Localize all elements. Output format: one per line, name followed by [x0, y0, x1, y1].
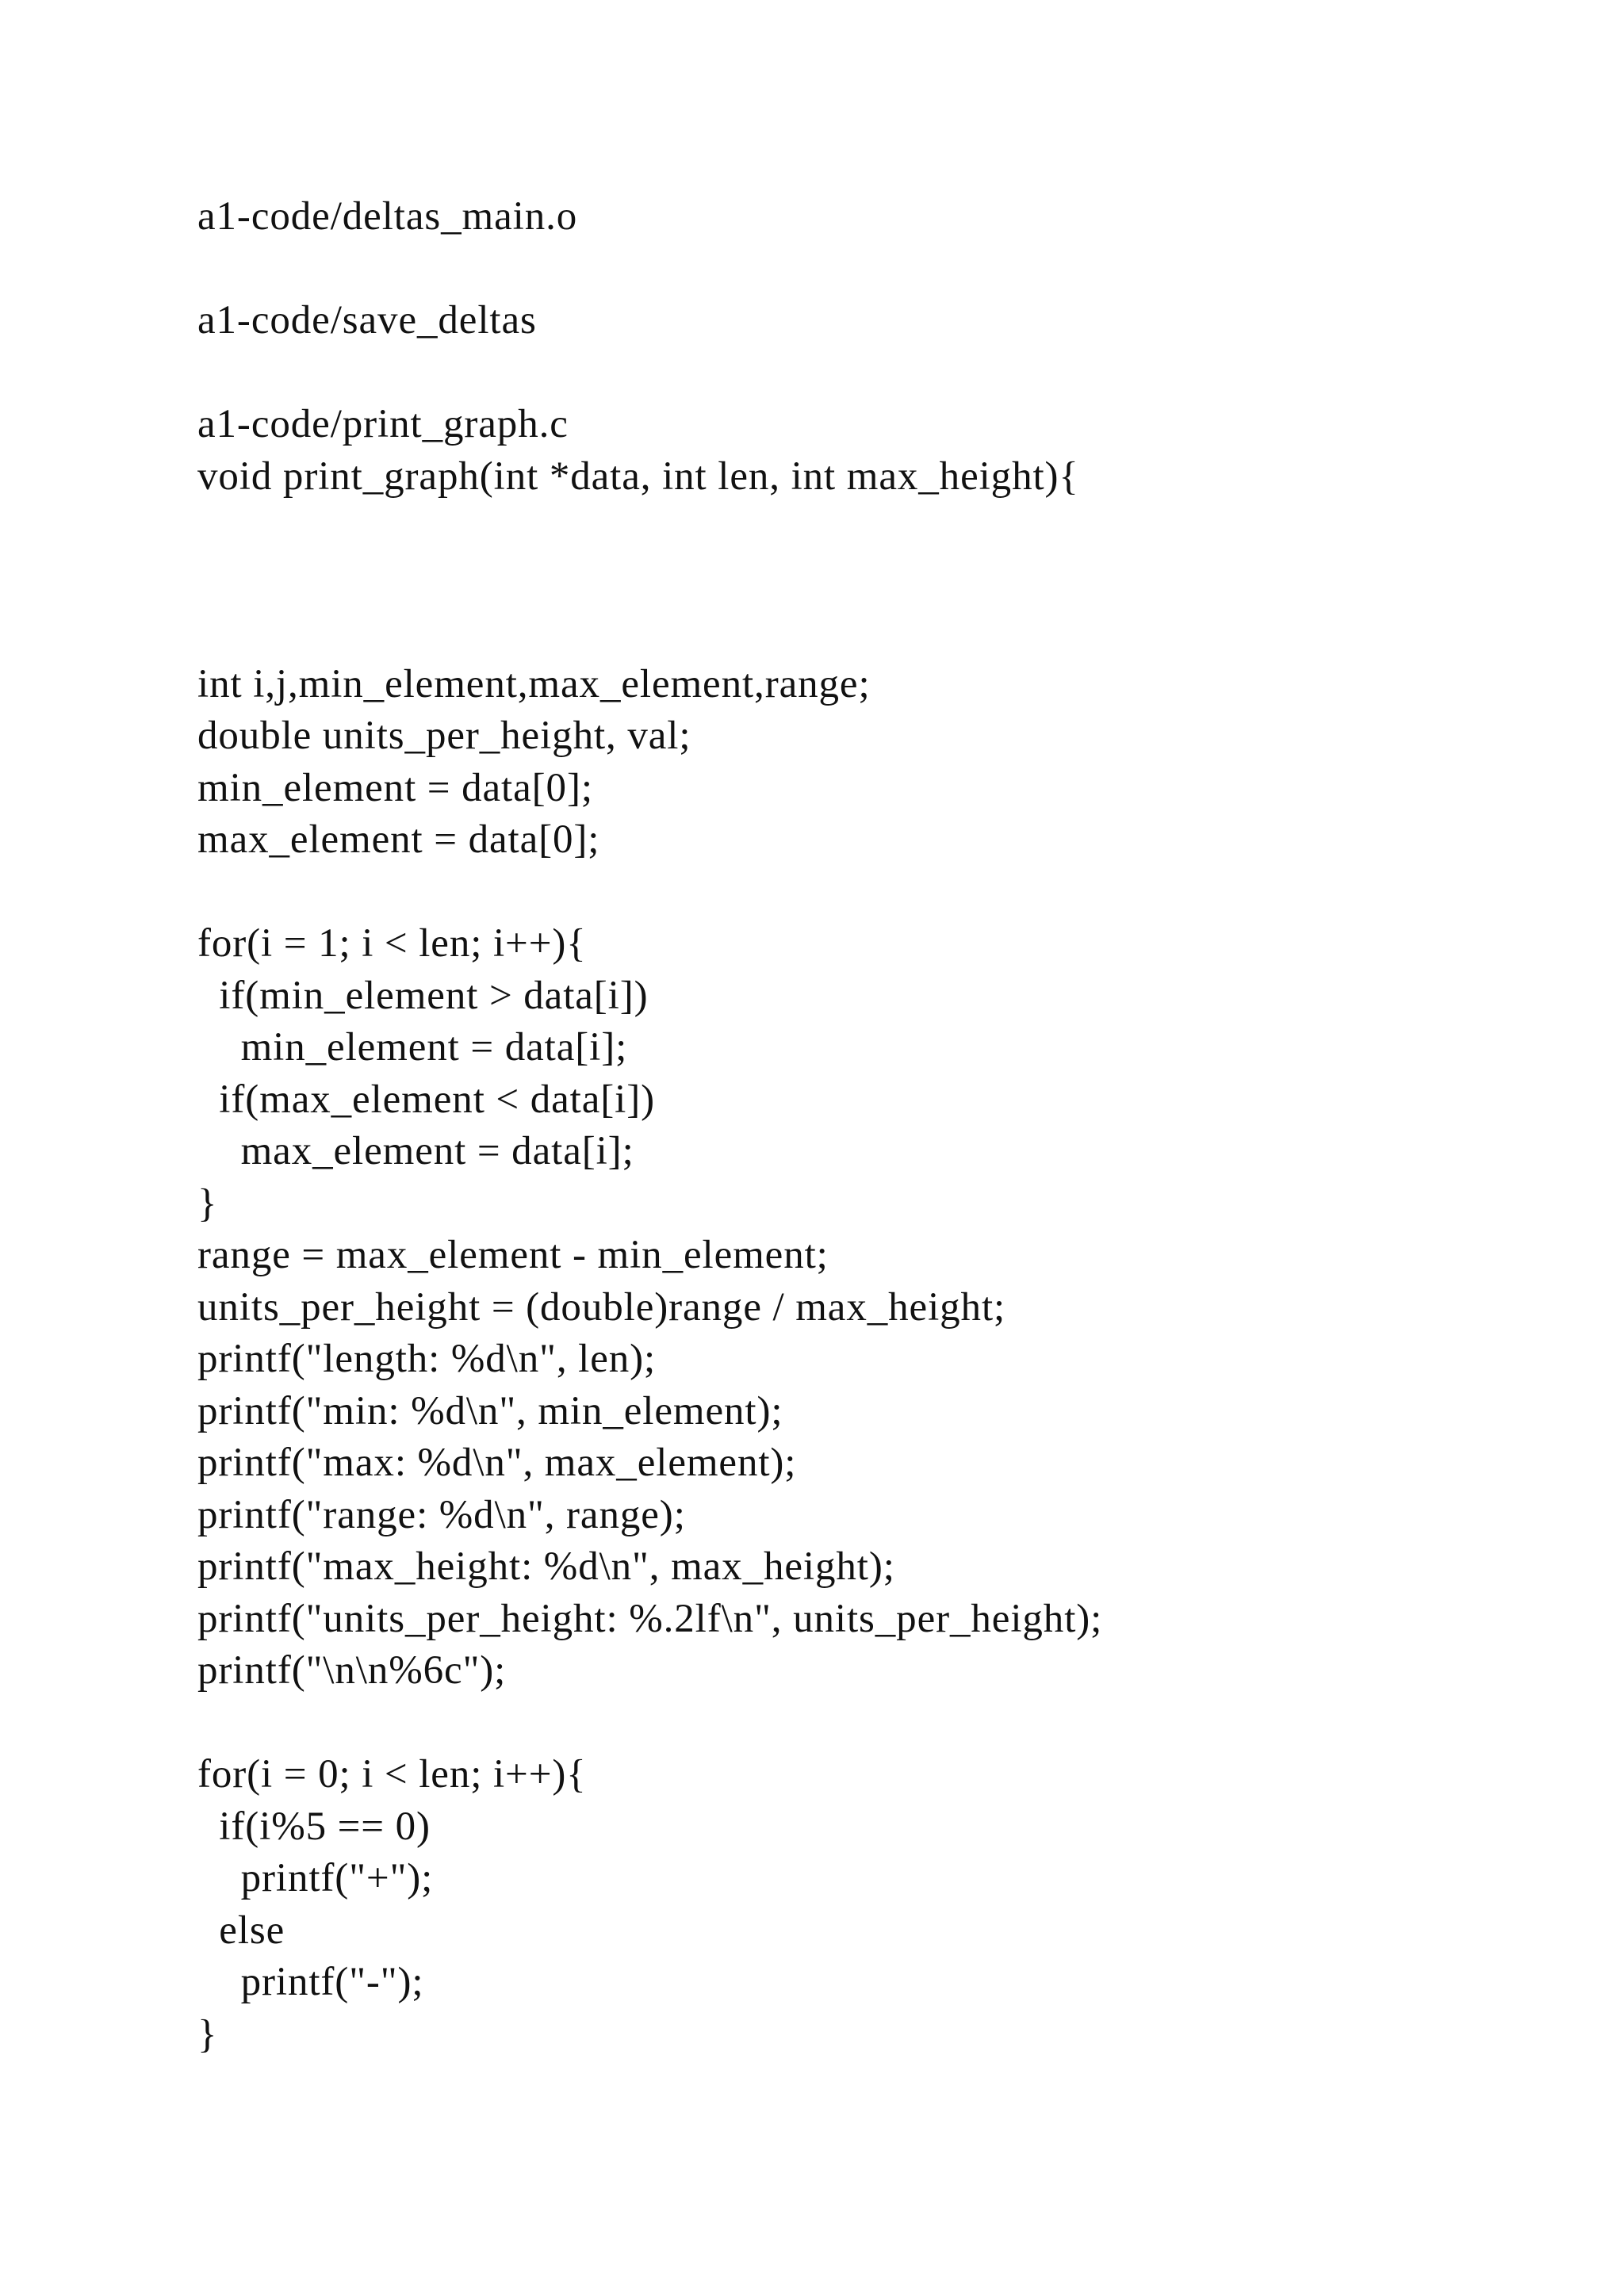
blank-line — [197, 243, 1585, 296]
code-line: for(i = 0; i < len; i++){ — [197, 1752, 587, 1797]
code-line: printf("max: %d\n", max_element); — [197, 1441, 797, 1485]
blank-line — [197, 555, 1585, 607]
file-path-line: a1-code/save_deltas — [197, 298, 537, 342]
code-line: units_per_height = (double)range / max_height; — [197, 1284, 1006, 1330]
blank-line — [197, 1697, 1585, 1750]
code-line: for(i = 1; i < len; i++){ — [197, 921, 587, 966]
code-line: } — [197, 1181, 218, 1226]
blank-line — [197, 867, 1585, 919]
code-line: double units_per_height, val; — [197, 714, 691, 758]
function-signature-line: void print_graph(int *data, int len, int max_height){ — [197, 453, 1079, 499]
code-line: printf("min: %d\n", min_element); — [197, 1388, 783, 1433]
code-line: printf("range: %d\n", range); — [197, 1492, 686, 1537]
blank-line — [197, 503, 1585, 555]
code-line: printf("units_per_height: %.2lf\n", units_per_height); — [197, 1596, 1103, 1641]
code-line: printf("-"); — [197, 1960, 424, 2004]
code-line: printf("length: %d\n", len); — [197, 1337, 657, 1381]
code-line: printf("+"); — [197, 1856, 434, 1900]
code-line: min_element = data[i]; — [197, 1025, 628, 1070]
code-line: range = max_element - min_element; — [197, 1233, 829, 1277]
code-line: if(min_element > data[i]) — [197, 973, 649, 1018]
file-path-line: a1-code/deltas_main.o — [197, 194, 578, 239]
code-line: } — [197, 2011, 218, 2057]
code-line: int i,j,min_element,max_element,range; — [197, 661, 871, 706]
file-path-line: a1-code/print_graph.c — [197, 402, 569, 446]
code-line: if(i%5 == 0) — [197, 1804, 431, 1849]
blank-line — [197, 347, 1585, 400]
code-line: else — [197, 1908, 285, 1953]
blank-line — [197, 607, 1585, 659]
code-line: printf("max_height: %d\n", max_height); — [197, 1544, 895, 1589]
code-line: max_element = data[0]; — [197, 817, 600, 862]
code-line: min_element = data[0]; — [197, 765, 593, 810]
code-line: max_element = data[i]; — [197, 1129, 634, 1173]
code-listing — [197, 191, 1585, 2061]
code-line: if(max_element < data[i]) — [197, 1077, 655, 1122]
code-line: printf("\n\n%6c"); — [197, 1648, 507, 1693]
